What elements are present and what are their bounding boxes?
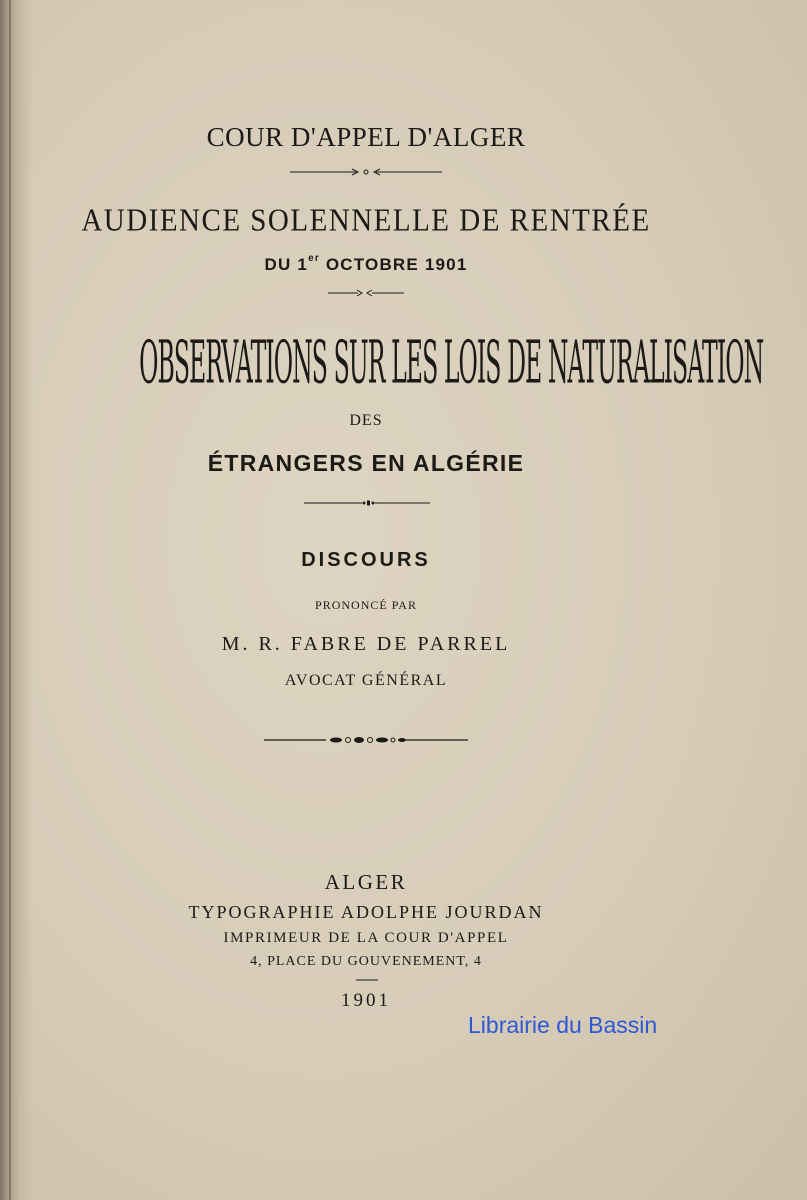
imprint-year: 1901 (341, 990, 391, 1011)
imprint-short-rule (356, 978, 378, 982)
imprint-address: 4, PLACE DU GOUVENEMENT, 4 (250, 954, 482, 969)
ornament-rule-3 (304, 498, 430, 508)
title-subject: ÉTRANGERS EN ALGÉRIE (207, 450, 525, 476)
session-date (0, 255, 732, 275)
imprint-city: ALGER (324, 870, 408, 894)
imprint-typography: TYPOGRAPHIE ADOLPHE JOURDAN (188, 902, 544, 922)
speech-label: DISCOURS (301, 549, 431, 571)
ornament-rule-2 (328, 288, 404, 298)
court-heading: COUR D'APPEL D'ALGER (206, 122, 526, 152)
ornament-rule-4 (264, 734, 468, 746)
pronounced-by: PRONONCÉ PAR (315, 598, 417, 612)
date-ordinal: er (308, 253, 320, 264)
main-title: OBSERVATIONS SUR LES LOIS DE NATURALISATION (139, 328, 764, 397)
date-suffix: OCTOBRE 1901 (319, 255, 468, 274)
date-prefix: DU 1 (264, 255, 309, 274)
author-name: M. R. FABRE DE PARREL (221, 633, 511, 655)
audience-heading: AUDIENCE SOLENNELLE DE RENTRÉE (81, 203, 651, 239)
imprint-printer: IMPRIMEUR DE LA COUR D'APPEL (223, 930, 509, 946)
ornament-rule-1 (290, 166, 442, 178)
author-role: AVOCAT GÉNÉRAL (284, 672, 448, 689)
watermark-text: Librairie du Bassin (468, 1012, 658, 1038)
title-connector: DES (349, 412, 383, 429)
